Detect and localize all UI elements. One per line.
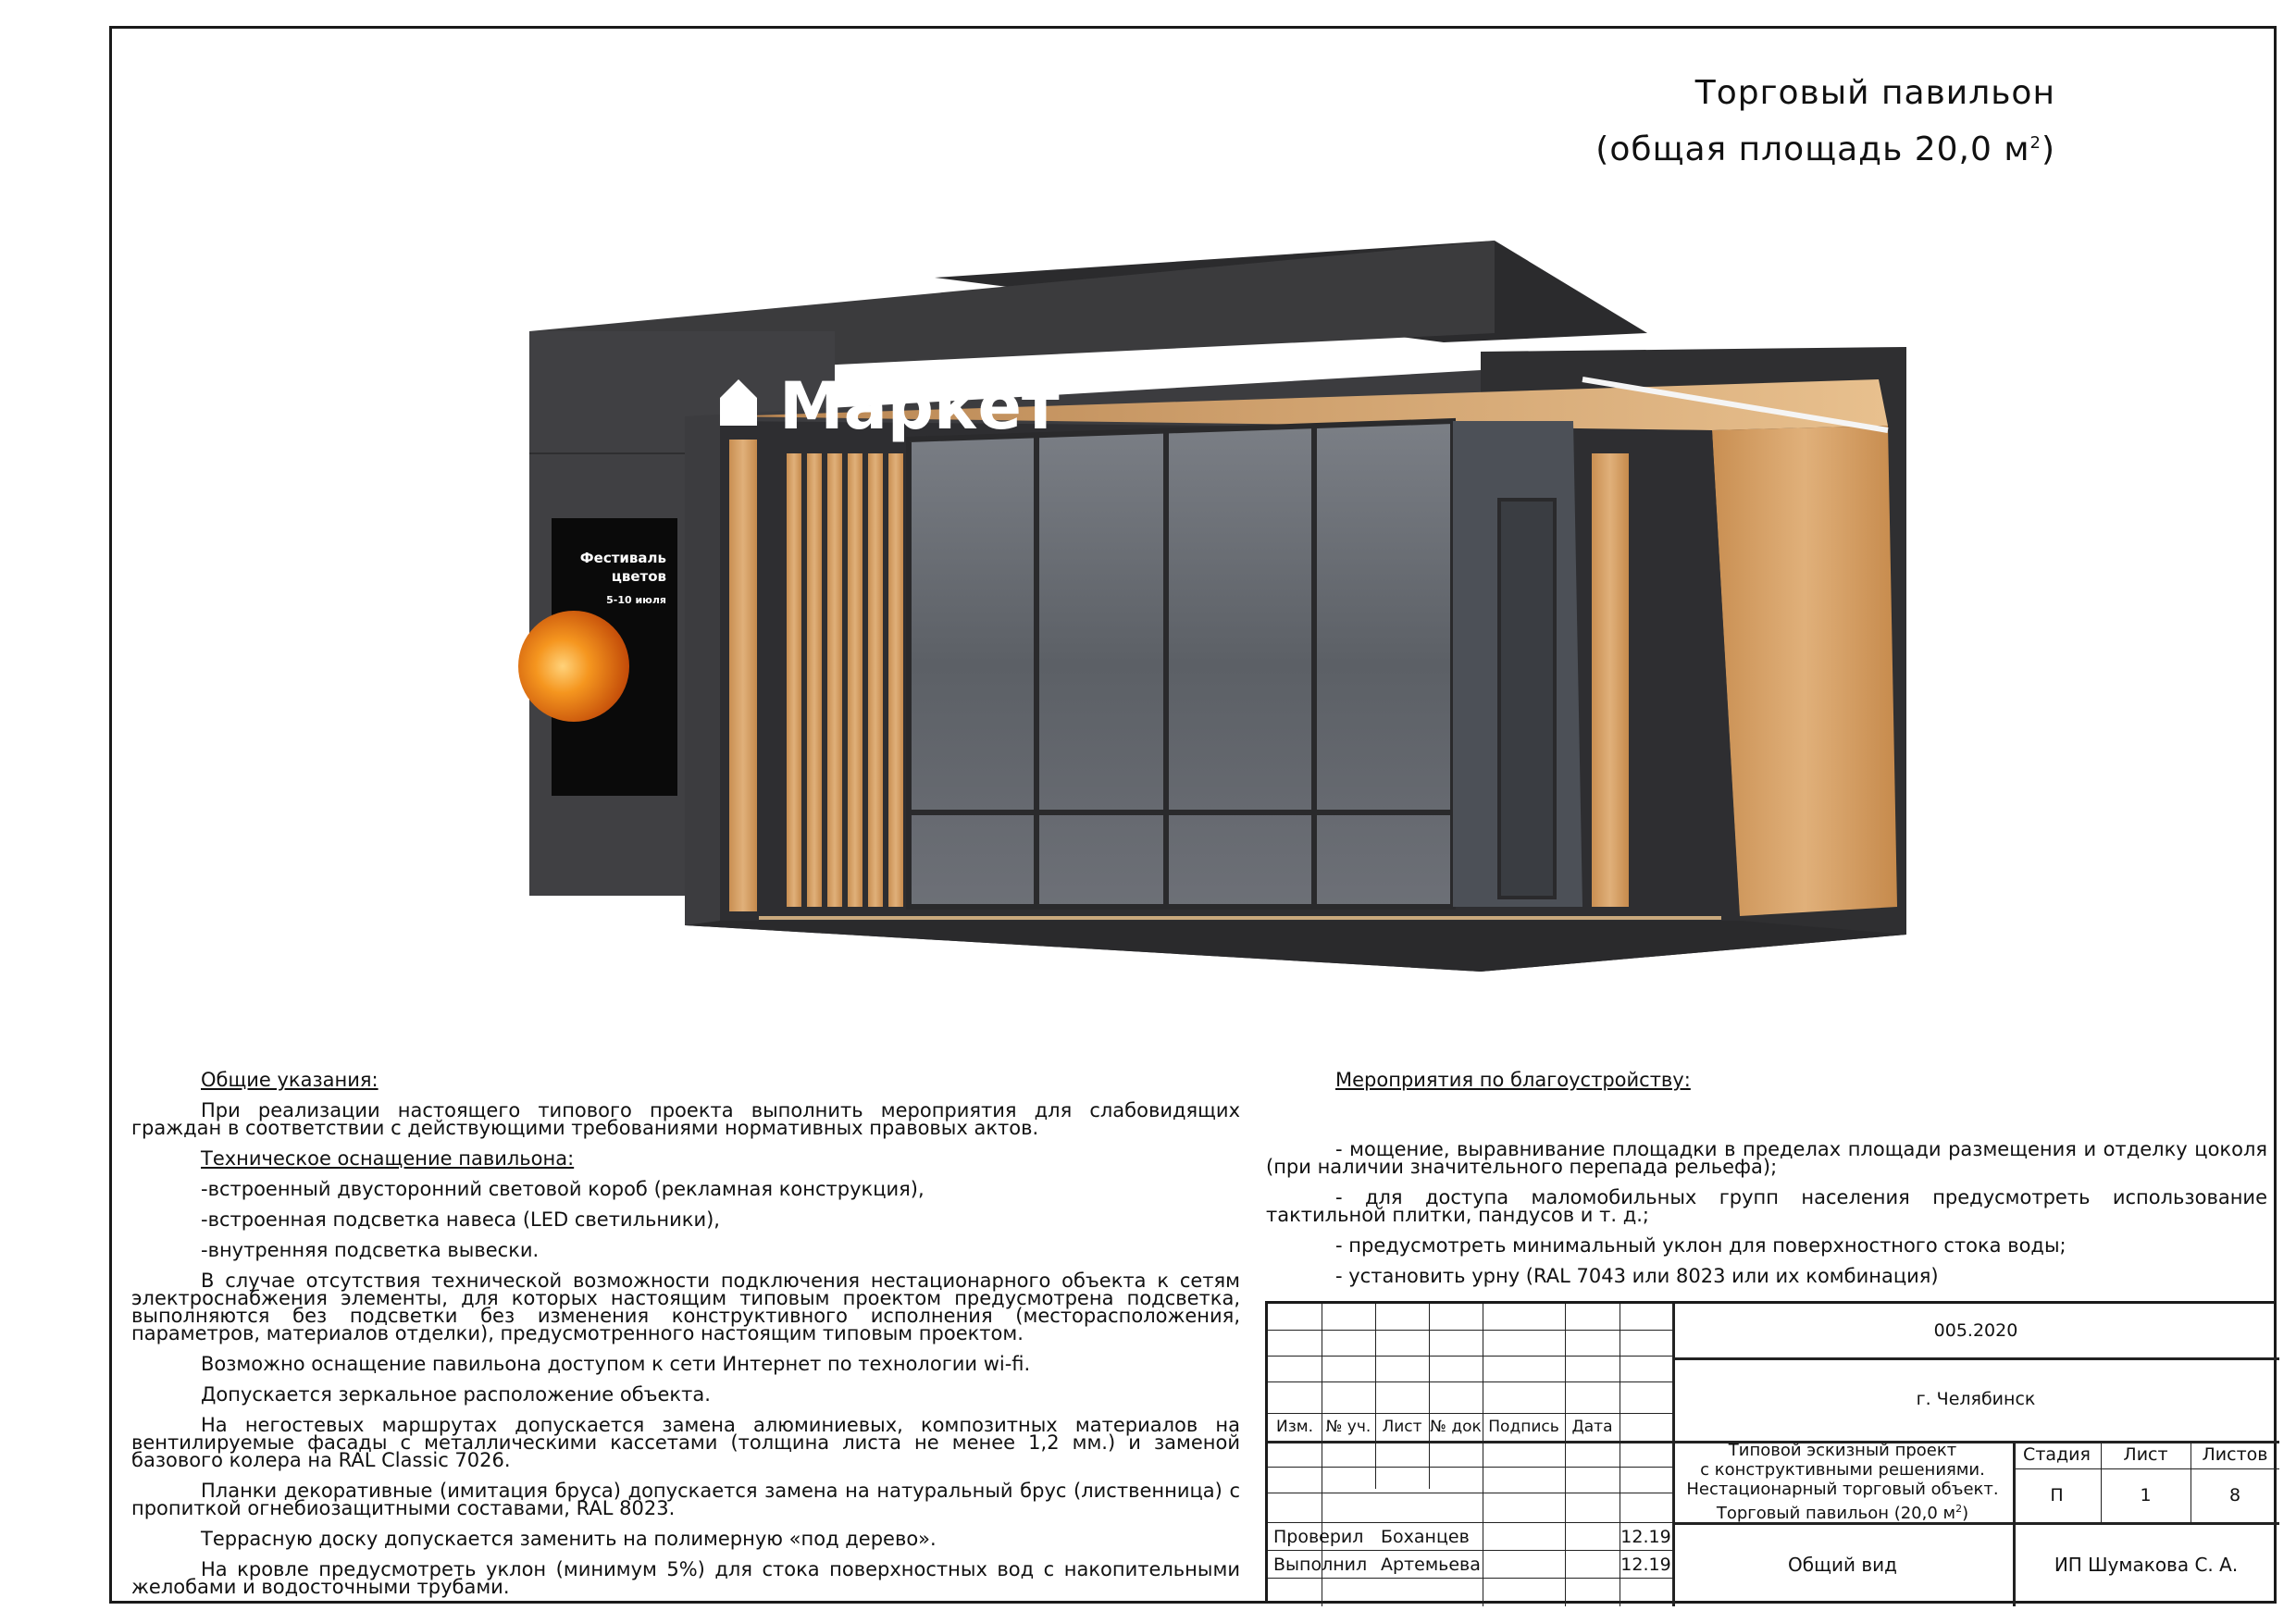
tech-item-1: -встроенный двусторонний световой короб (рекламная конструкция), (201, 1178, 925, 1200)
title-area-close: ) (2041, 130, 2055, 168)
checked-role: Проверил (1273, 1527, 1364, 1547)
glazing (909, 421, 1453, 907)
tech-item-3: -внутренняя подсветка вывески. (201, 1239, 540, 1261)
general-p3: Возможно оснащение павильона доступом к сети Интернет по технологии wi-fi. (201, 1353, 1031, 1375)
stage-value: П (2050, 1485, 2064, 1505)
screen-line-2: цветов (611, 568, 666, 585)
sheets-value: 8 (2228, 1485, 2241, 1505)
side-wood-panel (1712, 426, 1897, 916)
col-list: Лист (1382, 1418, 1422, 1436)
title-line-2 (1595, 118, 2055, 175)
landscaping-heading: Мероприятия по благоустройству: (1335, 1069, 1691, 1091)
desc-line-1: Типовой эскизный проект (1728, 1440, 1957, 1460)
project-code: 005.2020 (1933, 1320, 2018, 1341)
general-notes (131, 1069, 1240, 1609)
title-area-text: (общая площадь 20,0 м (1595, 130, 2030, 168)
general-p8: На кровле предусмотреть уклон (минимум 5%) для стока поверхностных вод с накопительными желобами и водосточными трубами. (131, 1558, 1240, 1598)
done-date: 12.19 (1620, 1555, 1671, 1575)
landscaping-item-2: - для доступа маломобильных групп населения предусмотреть использование тактильной плитки, пандусов и т. д.; (1266, 1186, 2267, 1226)
desc-line-3: Нестационарный торговый объект. (1686, 1479, 1999, 1499)
general-heading: Общие указания: (201, 1069, 379, 1091)
screen-line-1: Фестиваль (579, 550, 666, 566)
title-block (1265, 1301, 2277, 1604)
checked-name: Боханцев (1381, 1527, 1470, 1547)
landscaping-item-3: - предусмотреть минимальный уклон для поверхностного стока воды; (1335, 1234, 2066, 1257)
desc-area-close: ) (1962, 1503, 1969, 1523)
sheet-value: 1 (2140, 1485, 2152, 1505)
checked-date: 12.19 (1620, 1527, 1671, 1547)
landscaping-notes (1266, 1069, 2267, 1298)
title-area-sup: 2 (2029, 133, 2042, 153)
screen-dates: 5-10 июля (606, 594, 666, 606)
project-city: г. Челябинск (1916, 1389, 2036, 1409)
general-p1: При реализации настоящего типового проекта выполнить мероприятия для слабовидящих граждан в соответствии с действующими требованиями нормативных правовых актов. (131, 1099, 1240, 1139)
sheet-label: Лист (2123, 1444, 2168, 1465)
flower-image (518, 611, 629, 722)
tech-item-2: -встроенная подсветка навеса (LED светильники), (201, 1208, 720, 1231)
landscaping-item-4: - установить урну (RAL 7043 или 8023 или их комбинация) (1335, 1265, 1939, 1287)
col-izm: Изм. (1276, 1418, 1313, 1436)
desc-line-2: с конструктивными решениями. (1700, 1459, 1985, 1480)
sheet-title (1595, 68, 2055, 175)
desc-line-4 (1717, 1499, 1968, 1523)
sheets-label: Листов (2202, 1444, 2268, 1465)
general-p7: Террасную доску допускается заменить на полимерную «под дерево». (201, 1528, 937, 1550)
desc-area-text: Торговый павильон (20,0 м (1716, 1503, 1956, 1523)
organization: ИП Шумакова С. А. (2054, 1553, 2239, 1576)
stage-label: Стадия (2023, 1444, 2091, 1465)
general-p5: На негостевых маршрутах допускается замена алюминиевых, композитных материалов на вентилируемые фасады с металлическими кассетами (толщина листа не менее 1,2 мм.) и заменой базового колера на RAL Classic 7026. (131, 1414, 1240, 1471)
done-name: Артемьева (1381, 1555, 1481, 1575)
sign-brand: Маркет (779, 368, 1060, 444)
col-data: Дата (1571, 1418, 1613, 1436)
view-name: Общий вид (1788, 1553, 1897, 1576)
pavilion-render (518, 231, 1943, 999)
general-p2: В случае отсутствия технической возможности подключения нестационарного объекта к сетям электроснабжения элементы, для которых настоящим типовым проектом предусмотрена подсветка, выполняются без подсветки без изменения конструктивного исполнения (месторасположения, параметров, материалов отделки), предусмотренного настоящим типовым проектом. (131, 1270, 1240, 1344)
title-line-1: Торговый павильон (1694, 74, 2055, 112)
landscaping-item-1: - мощение, выравнивание площадки в пределах площади размещения и отделку цоколя (при наличии значительного перепада рельефа); (1266, 1138, 2267, 1178)
done-role: Выполнил (1273, 1555, 1368, 1575)
project-description (1672, 1441, 2013, 1522)
general-p6: Планки декоративные (имитация бруса) допускается замена на натуральный брус (лиственница) с пропиткой огнебиозащитными составами, RAL 8023. (131, 1480, 1240, 1519)
col-podpis: Подпись (1488, 1418, 1559, 1436)
col-ndok: № док (1430, 1418, 1482, 1436)
desc-area-sup: 2 (1955, 1502, 1963, 1515)
general-p4: Допускается зеркальное расположение объекта. (201, 1383, 711, 1406)
col-nuch: № уч. (1325, 1418, 1371, 1436)
tech-heading: Техническое оснащение павильона: (201, 1147, 575, 1170)
